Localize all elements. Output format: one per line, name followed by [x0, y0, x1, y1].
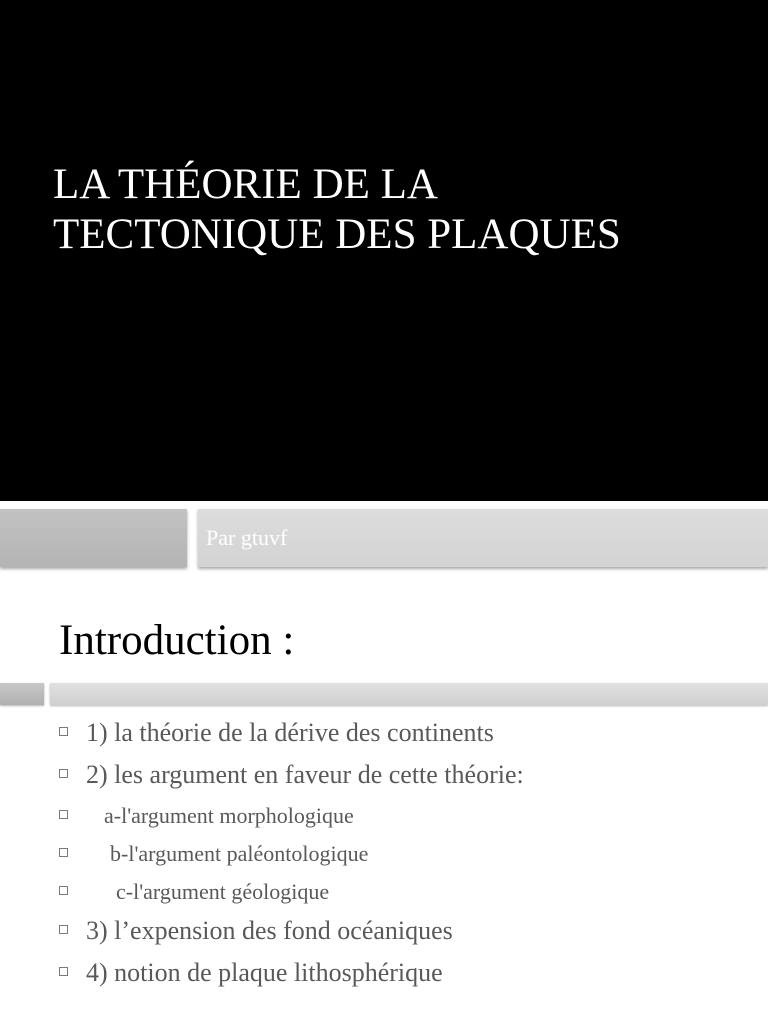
bullet-text: b-l'argument paléontologique: [110, 841, 369, 866]
bullet-text: 2) les argument en faveur de cette théorie:: [86, 760, 524, 789]
bullet-item: [0, 716, 768, 758]
square-bullet-icon: [59, 967, 68, 976]
slide-title-line-1: LA THÉORIE DE LA: [53, 161, 438, 208]
square-bullet-icon: [59, 886, 68, 895]
square-bullet-icon: [59, 848, 68, 857]
introduction-title: Introduction :: [59, 617, 295, 664]
title-area: [0, 0, 768, 501]
introduction-slide: [0, 576, 768, 1024]
bullet-text: 1) la théorie de la dérive des continents: [86, 718, 494, 747]
bullet-text: c-l'argument géologique: [116, 879, 330, 904]
slide-title: [53, 160, 753, 260]
decorative-bar-left: [0, 683, 44, 705]
bullet-item: [0, 956, 768, 998]
bullet-list: [0, 716, 768, 998]
slide-subtitle: Par gtuvf: [206, 525, 288, 550]
bullet-text: 4) notion de plaque lithosphérique: [86, 958, 443, 987]
bullet-text: a-l'argument morphologique: [104, 803, 354, 828]
bullet-item: [0, 758, 768, 800]
slide-title-line-2: TECTONIQUE DES PLAQUES: [53, 211, 621, 258]
decorative-bar-right: [50, 683, 768, 705]
bullet-item: [0, 838, 768, 876]
square-bullet-icon: [59, 810, 68, 819]
square-bullet-icon: [59, 925, 68, 934]
subtitle-band: [198, 509, 768, 567]
bullet-item: [0, 914, 768, 956]
decorative-band-left: [0, 509, 187, 567]
bullet-item: [0, 800, 768, 838]
bullet-item: [0, 876, 768, 914]
square-bullet-icon: [59, 727, 68, 736]
bullet-text: 3) l’expension des fond océaniques: [86, 916, 453, 945]
square-bullet-icon: [59, 769, 68, 778]
